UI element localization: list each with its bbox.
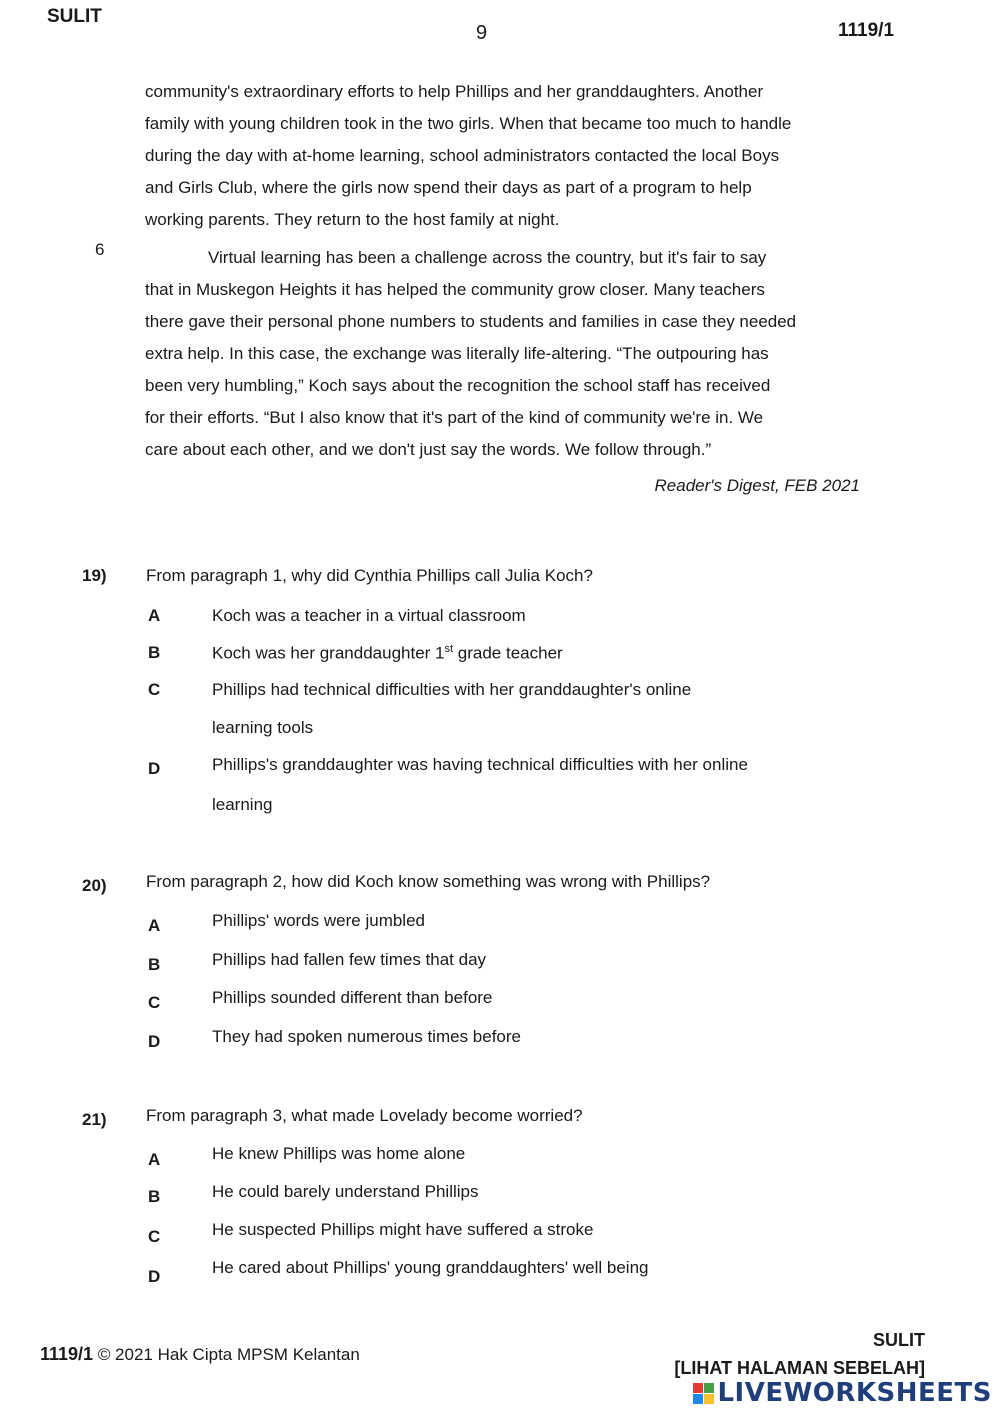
question-21 <box>0 1100 1000 1290</box>
option-letter-c[interactable]: C <box>148 680 161 699</box>
option-text-d-line2[interactable]: learning <box>212 795 273 814</box>
option-text-a[interactable]: Phillips' words were jumbled <box>212 911 425 930</box>
logo-square <box>704 1383 714 1393</box>
option-letter-a[interactable]: A <box>148 606 161 625</box>
question-text: From paragraph 2, how did Koch know something was wrong with Phillips? <box>146 872 711 891</box>
passage-continuation <box>145 76 860 236</box>
footer-copyright-text: © 2021 Hak Cipta MPSM Kelantan <box>97 1345 360 1364</box>
footer-code: 1119/1 <box>40 1344 94 1364</box>
passage-line: community's extraordinary efforts to help Phillips and her granddaughters. Another <box>145 82 764 101</box>
question-number: 19) <box>82 566 107 585</box>
ordinal-suffix: st <box>444 643 454 655</box>
liveworksheets-logo[interactable] <box>693 1378 992 1408</box>
logo-square <box>704 1394 714 1404</box>
passage-line: during the day with at-home learning, school administrators contacted the local Boys <box>145 146 780 165</box>
header-paper-code: 1119/1 <box>838 20 895 41</box>
passage-source: Reader's Digest, FEB 2021 <box>654 476 860 495</box>
option-letter-b[interactable]: B <box>148 955 161 974</box>
header-sulit: SULIT <box>47 6 102 27</box>
paragraph-number: 6 <box>95 240 105 259</box>
option-text-d[interactable]: They had spoken numerous times before <box>212 1027 522 1046</box>
option-text-d[interactable]: Phillips's granddaughter was having technical difficulties with her online <box>212 755 748 774</box>
logo-square <box>693 1383 703 1393</box>
passage-line: working parents. They return to the host family at night. <box>145 210 560 229</box>
passage-line: care about each other, and we don't just say the words. We follow through.” <box>145 440 712 459</box>
option-text-c-line2[interactable]: learning tools <box>212 718 314 737</box>
question-number: 20) <box>82 876 107 895</box>
option-text-c[interactable]: He suspected Phillips might have suffered a stroke <box>212 1220 594 1239</box>
option-text-b[interactable]: Phillips had fallen few times that day <box>212 950 487 969</box>
passage-line: and Girls Club, where the girls now spend their days as part of a program to help <box>145 178 752 197</box>
option-text-b[interactable] <box>212 643 563 664</box>
option-text-c[interactable]: Phillips had technical difficulties with her granddaughter's online <box>212 680 692 699</box>
option-text-a[interactable]: He knew Phillips was home alone <box>212 1144 466 1163</box>
question-number: 21) <box>82 1110 107 1129</box>
question-20 <box>0 870 1000 1060</box>
passage-line: Virtual learning has been a challenge across the country, but it's fair to say <box>208 248 767 267</box>
option-letter-a[interactable]: A <box>148 1150 161 1169</box>
passage-line: family with young children took in the two girls. When that became too much to handle <box>145 114 792 133</box>
option-letter-a[interactable]: A <box>148 916 161 935</box>
page-number: 9 <box>476 22 488 44</box>
option-text-b-main: Koch was her granddaughter 1 <box>212 643 445 663</box>
liveworksheets-logo-icon <box>693 1383 714 1404</box>
option-text-c[interactable]: Phillips sounded different than before <box>212 988 493 1007</box>
logo-square <box>693 1394 703 1404</box>
question-text: From paragraph 1, why did Cynthia Phillips call Julia Koch? <box>146 566 593 585</box>
option-text-d[interactable]: He cared about Phillips' young granddaughters' well being <box>212 1258 649 1277</box>
question-text: From paragraph 3, what made Lovelady become worried? <box>146 1106 583 1125</box>
option-letter-c[interactable]: C <box>148 993 161 1012</box>
liveworksheets-logo-text: LIVEWORKSHEETS <box>717 1378 992 1408</box>
option-text-b-rest: grade teacher <box>453 643 563 663</box>
option-letter-d[interactable]: D <box>148 1267 161 1286</box>
passage-line: extra help. In this case, the exchange was literally life-altering. “The outpouring has <box>145 344 769 363</box>
option-letter-b[interactable]: B <box>148 643 161 662</box>
option-letter-d[interactable]: D <box>148 1032 161 1051</box>
passage-line: there gave their personal phone numbers to students and families in case they needed <box>145 312 797 331</box>
option-letter-b[interactable]: B <box>148 1187 161 1206</box>
paragraph-6 <box>145 242 860 466</box>
footer-next-page: [LIHAT HALAMAN SEBELAH] <box>674 1358 925 1378</box>
option-letter-c[interactable]: C <box>148 1227 161 1246</box>
option-text-b[interactable]: He could barely understand Phillips <box>212 1182 479 1201</box>
footer-sulit: SULIT <box>873 1330 925 1350</box>
question-19 <box>0 566 1000 826</box>
passage-line: for their efforts. “But I also know that it's part of the kind of community we're in. We <box>145 408 764 427</box>
option-text-a[interactable]: Koch was a teacher in a virtual classroom <box>212 606 526 625</box>
passage-line: that in Muskegon Heights it has helped the community grow closer. Many teachers <box>145 280 765 299</box>
footer-copyright <box>40 1344 360 1365</box>
passage-line: been very humbling,” Koch says about the recognition the school staff has received <box>145 376 771 395</box>
option-letter-d[interactable]: D <box>148 759 161 778</box>
footer-right <box>674 1326 925 1382</box>
